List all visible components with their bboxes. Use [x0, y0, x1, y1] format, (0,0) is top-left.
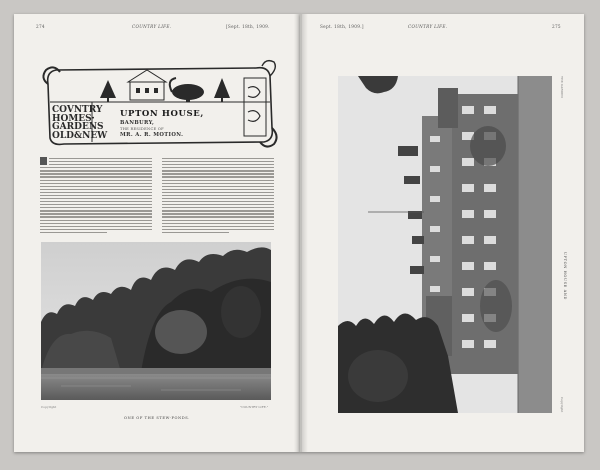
text-line: [40, 220, 152, 221]
masthead-line: GARDENS: [52, 122, 104, 132]
text-line: [40, 216, 152, 217]
text-line: [40, 232, 107, 233]
text-line: [40, 207, 152, 208]
text-line: [162, 210, 274, 211]
text-line: [162, 180, 274, 181]
text-line: [40, 189, 152, 190]
text-line: [162, 189, 274, 190]
text-line: [162, 223, 274, 224]
left-date: [Sept. 18th, 1909.: [226, 24, 270, 29]
left-running-head: COUNTRY LIFE.: [132, 24, 172, 29]
text-line: [40, 226, 152, 227]
side-label-top: THE GARDEN: [560, 76, 564, 98]
left-page: [14, 14, 300, 452]
text-line: [162, 195, 274, 196]
text-line: [40, 201, 152, 202]
text-line: [40, 198, 152, 199]
text-column-1: [40, 158, 152, 238]
text-line: [40, 229, 152, 230]
text-line: [162, 167, 274, 168]
text-line: [40, 186, 152, 187]
right-page-number: 275: [552, 24, 561, 29]
masthead-line: HOMES·: [52, 113, 95, 124]
text-line: [40, 204, 152, 205]
text-line: [162, 192, 274, 193]
text-line: [40, 223, 152, 224]
text-line: [40, 213, 152, 214]
masthead-line: OLD&NEW: [52, 130, 108, 141]
text-line: [40, 180, 152, 181]
text-line: [40, 192, 152, 193]
photo-credit-right: "COUNTRY LIFE.": [240, 405, 269, 409]
text-line: [162, 186, 274, 187]
side-label-bottom: Copyright: [560, 397, 564, 413]
text-line: [40, 195, 152, 196]
text-line: [162, 170, 274, 171]
residence-line: THE RESIDENCE OF: [120, 127, 164, 131]
text-line: [49, 158, 152, 159]
text-line: [162, 158, 274, 159]
text-line: [162, 198, 274, 199]
text-line: [162, 204, 274, 205]
side-caption: UPTON HOUSE AND: [563, 252, 567, 301]
masthead: [38, 58, 278, 148]
right-page: [300, 14, 584, 452]
text-column-2: [162, 158, 274, 238]
photo-credit-left: Copyright: [41, 405, 57, 409]
text-line: [162, 229, 274, 230]
text-line: [162, 201, 274, 202]
text-line: [40, 170, 152, 171]
text-line: [162, 207, 274, 208]
text-line: [162, 220, 274, 221]
article-owner: MR. A. R. MOTION.: [120, 132, 184, 138]
drop-cap: [40, 157, 47, 165]
text-line: [162, 216, 274, 217]
text-line: [40, 183, 152, 184]
stew-pond-photo: [41, 242, 271, 400]
left-page-number: 274: [36, 24, 45, 29]
text-line: [40, 167, 152, 168]
book-gutter: [294, 14, 308, 452]
photo-caption: ONE OF THE STEW-PONDS.: [124, 416, 190, 420]
text-line: [49, 161, 152, 162]
masthead-line: COVNTRY: [52, 105, 103, 115]
right-running-head: COUNTRY LIFE.: [408, 24, 448, 29]
text-line: [162, 161, 274, 162]
text-line: [162, 164, 274, 165]
text-line: [162, 183, 274, 184]
upton-house-photo: [338, 76, 552, 413]
right-date: Sept. 18th, 1909.]: [320, 24, 364, 29]
text-line: [49, 164, 152, 165]
article-title: UPTON HOUSE,: [120, 109, 204, 119]
magazine-spread: [14, 14, 584, 452]
text-line: [40, 210, 152, 211]
text-line: [162, 213, 274, 214]
article-location: BANBURY,: [120, 120, 155, 126]
text-line: [162, 226, 274, 227]
text-line: [162, 173, 274, 174]
masthead-title: [52, 106, 107, 140]
text-line: [162, 232, 229, 233]
text-line: [40, 176, 152, 177]
article-body: [40, 158, 274, 238]
text-line: [40, 173, 152, 174]
text-line: [162, 176, 274, 177]
